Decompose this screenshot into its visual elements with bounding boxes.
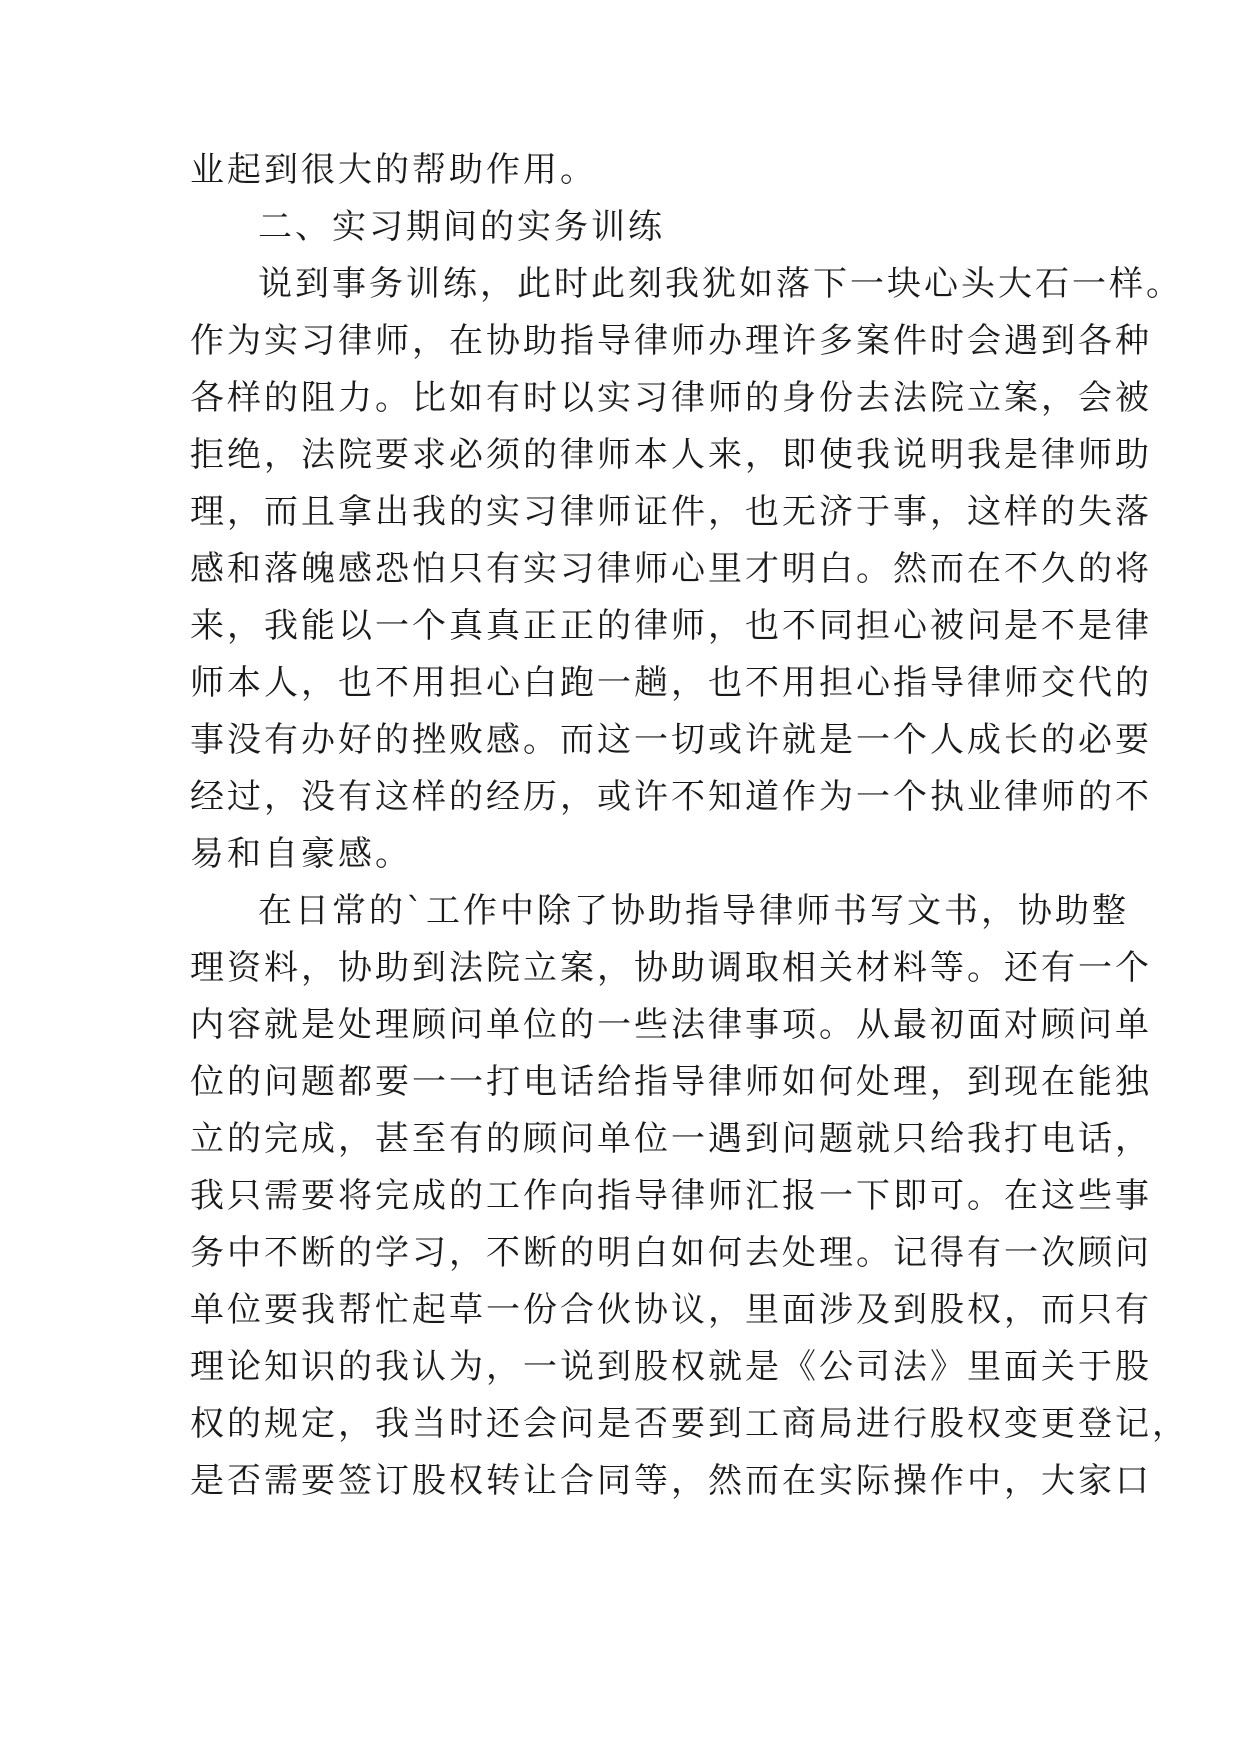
text-line: 作为实习律师，在协助指导律师办理许多案件时会遇到各种 [190, 321, 1152, 361]
text-line: 位的问题都要一一打电话给指导律师如何处理，到现在能独 [190, 1062, 1152, 1102]
text-line: 务中不断的学习，不断的明白如何去处理。记得有一次顾问 [190, 1233, 1152, 1273]
text-line: 权的规定，我当时还会问是否要到工商局进行股权变更登记， [190, 1404, 1189, 1444]
text-line: 是否需要签订股权转让合同等，然而在实际操作中，大家口 [190, 1461, 1152, 1501]
text-line: 师本人，也不用担心白跑一趟，也不用担心指导律师交代的 [190, 663, 1152, 703]
text-line: 经过，没有这样的经历，或许不知道作为一个执业律师的不 [190, 777, 1152, 817]
text-line: 来，我能以一个真真正正的律师，也不同担心被问是不是律 [190, 606, 1152, 646]
text-line: 业起到很大的帮助作用。 [190, 150, 597, 190]
text-line: 感和落魄感恐怕只有实习律师心里才明白。然而在不久的将 [190, 549, 1152, 589]
text-line: 拒绝，法院要求必须的律师本人来，即使我说明我是律师助 [190, 435, 1152, 475]
text-line: 说到事务训练，此时此刻我犹如落下一块心头大石一样。 [258, 264, 1183, 304]
text-line: 我只需要将完成的工作向指导律师汇报一下即可。在这些事 [190, 1176, 1152, 1216]
text-line: 内容就是处理顾问单位的一些法律事项。从最初面对顾问单 [190, 1005, 1152, 1045]
text-line: 易和自豪感。 [190, 834, 412, 874]
text-line: 理，而且拿出我的实习律师证件，也无济于事，这样的失落 [190, 492, 1152, 532]
text-line: 在日常的`工作中除了协助指导律师书写文书，协助整 [258, 891, 1129, 931]
text-line: 理资料，协助到法院立案，协助调取相关材料等。还有一个 [190, 948, 1152, 988]
text-line: 各样的阻力。比如有时以实习律师的身份去法院立案，会被 [190, 378, 1152, 418]
text-line: 单位要我帮忙起草一份合伙协议，里面涉及到股权，而只有 [190, 1290, 1152, 1330]
text-line: 理论知识的我认为，一说到股权就是《公司法》里面关于股 [190, 1347, 1152, 1387]
text-line: 立的完成，甚至有的顾问单位一遇到问题就只给我打电话， [190, 1119, 1152, 1159]
text-line: 事没有办好的挫败感。而这一切或许就是一个人成长的必要 [190, 720, 1152, 760]
section-heading: 二、实习期间的实务训练 [258, 207, 665, 247]
